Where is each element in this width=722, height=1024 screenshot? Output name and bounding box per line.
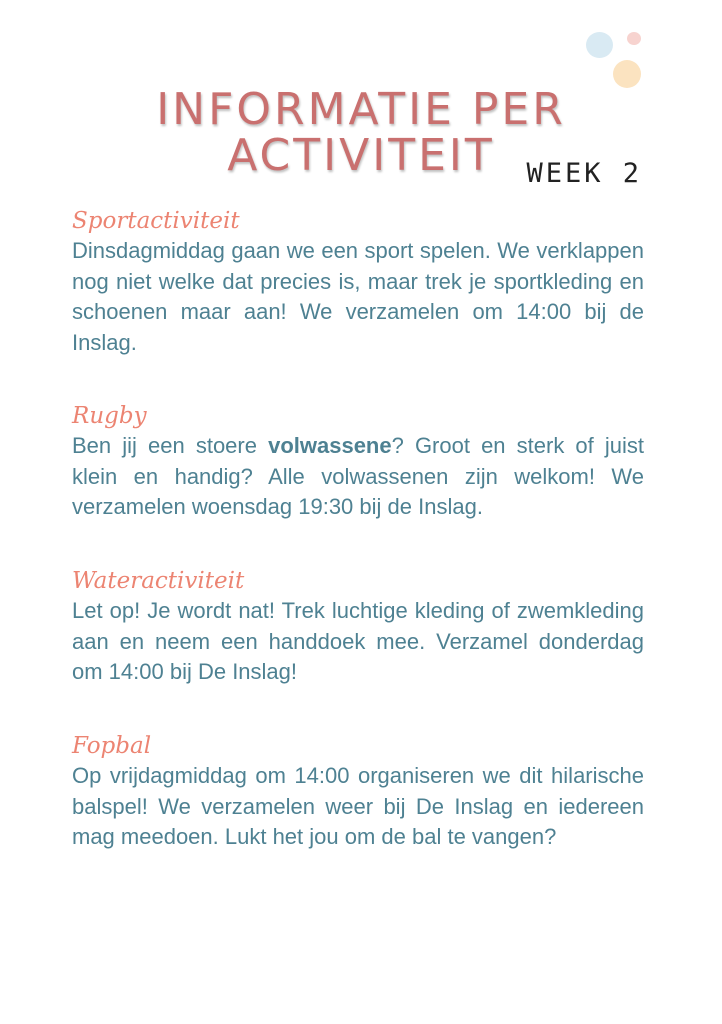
section-text-part: ? Groot en sterk of juist klein en handig? Alle volwassenen zijn welkom! We verzamelen woensdag 19:30 bij de Inslag.: [72, 433, 645, 519]
section-text-part: Ben jij een stoere: [72, 433, 269, 458]
week-label: WEEK 2: [526, 158, 642, 189]
pink-dot-decoration: [627, 32, 641, 45]
section-rugby: [72, 401, 644, 523]
page-title-line-2: ACTIVITEIT: [227, 130, 495, 182]
decorative-dots: [580, 28, 650, 92]
yellow-dot-decoration: [613, 60, 641, 88]
blue-dot-decoration: [586, 32, 613, 58]
section-heading: Rugby: [72, 403, 147, 429]
section-fopbal: [72, 731, 644, 853]
page-title-line-1: INFORMATIE PER: [156, 84, 566, 136]
section-sportactiviteit: [72, 206, 644, 358]
section-wateractiviteit: [72, 566, 644, 688]
section-text-bold: volwassene: [268, 433, 392, 458]
section-heading: Sportactiviteit: [72, 208, 240, 234]
section-text: Dinsdagmiddag gaan we een sport spelen. We verklappen nog niet welke dat precies is, maar trek je sportkleding en schoenen maar aan! We verzamelen om 14:00 bij de Inslag.: [72, 238, 644, 355]
section-text: [72, 431, 644, 523]
section-text: Let op! Je wordt nat! Trek luchtige kleding of zwemkleding aan en neem een handdoek mee. Verzamel donderdag om 14:00 bij De Inslag!: [72, 598, 644, 684]
section-heading: Fopbal: [72, 733, 152, 759]
section-text: Op vrijdagmiddag om 14:00 organiseren we dit hilarische balspel! We verzamelen weer bij De Inslag en iedereen mag meedoen. Lukt het jou om de bal te vangen?: [72, 763, 644, 849]
section-heading: Wateractiviteit: [72, 568, 245, 594]
